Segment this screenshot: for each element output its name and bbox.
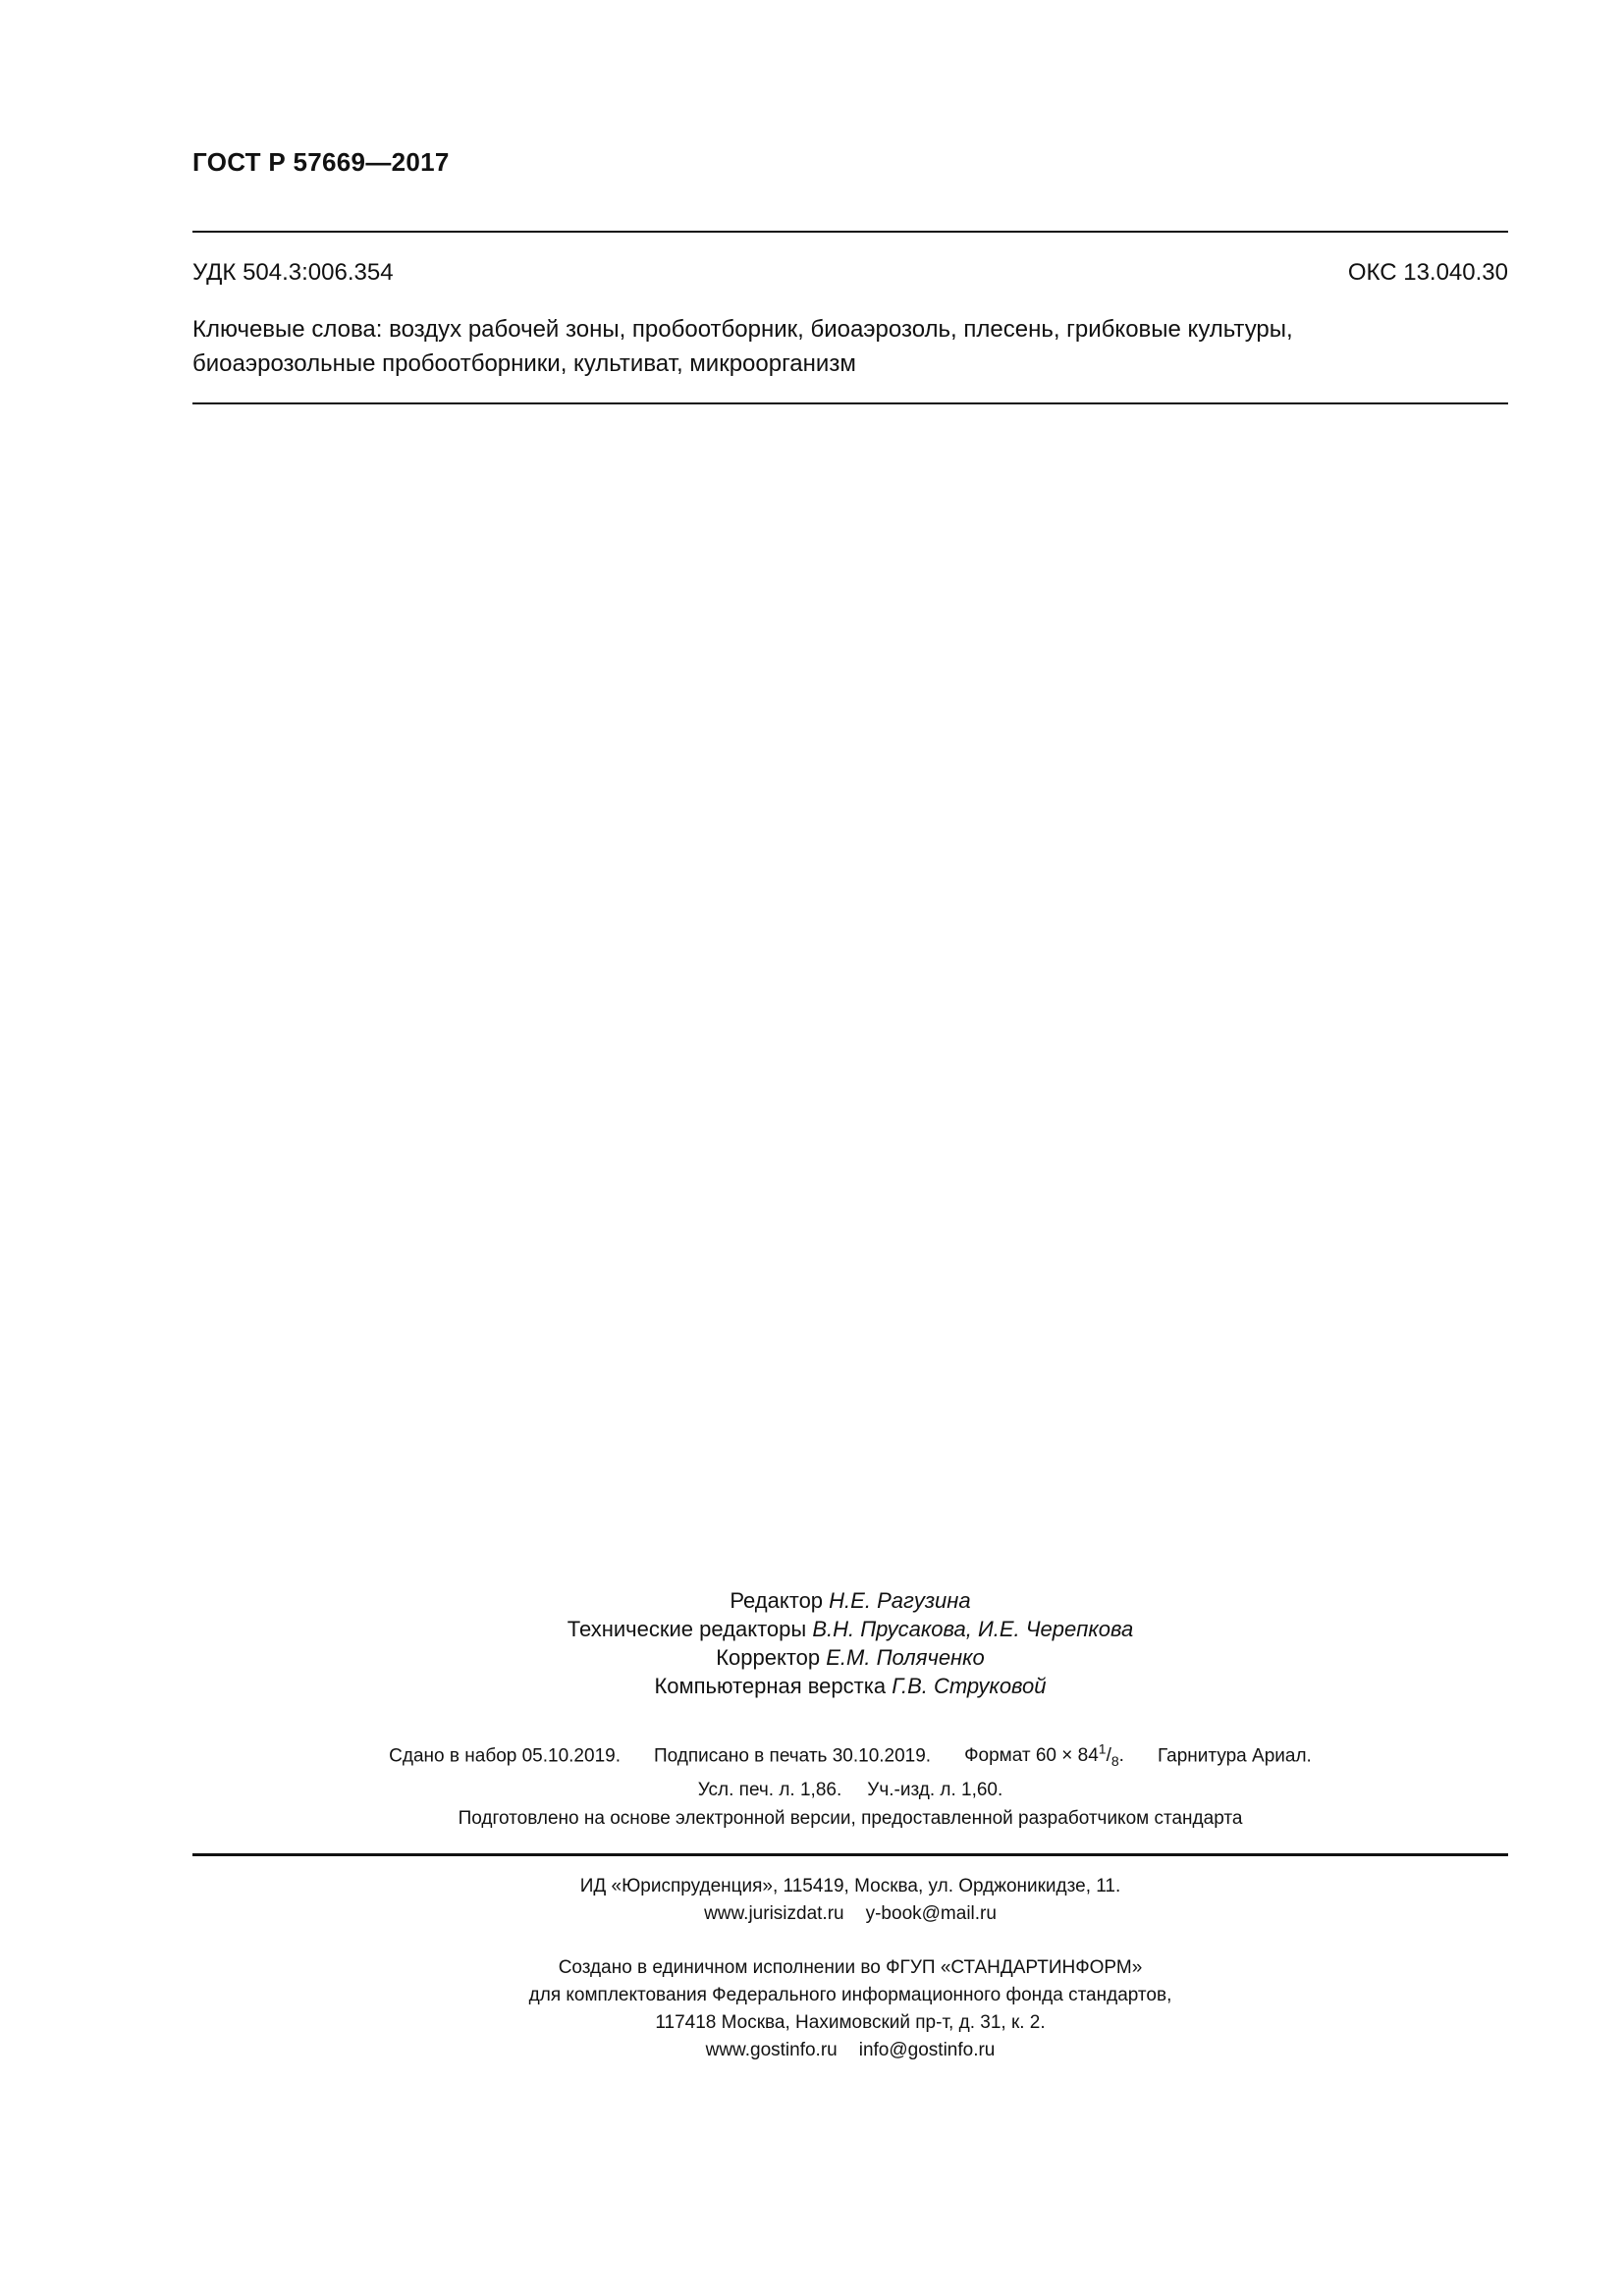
layout-line — [192, 1672, 1508, 1700]
top-divider — [192, 231, 1508, 233]
corrector-name: Е.М. Поляченко — [826, 1645, 985, 1670]
publisher-contacts — [192, 1900, 1508, 1928]
tech-editors-names: В.Н. Прусакова, И.Е. Черепкова — [812, 1617, 1134, 1641]
imprint-line-2 — [192, 1776, 1508, 1804]
format-sup: 1 — [1098, 1741, 1107, 1757]
created-line-3: 117418 Москва, Нахимовский пр-т, д. 31, к. 2. — [655, 2012, 1046, 2033]
publisher-block — [192, 1873, 1508, 1928]
created-block — [192, 1954, 1508, 2064]
layout-name: Г.В. Струковой — [892, 1674, 1047, 1698]
created-line-2: для комплектования Федерального информационного фонда стандартов, — [528, 1985, 1172, 2005]
keywords-line-1: Ключевые слова: воздух рабочей зоны, пробоотборник, биоаэрозоль, плесень, грибковые культуры, — [192, 316, 1293, 343]
publisher-address: ИД «Юриспруденция», 115419, Москва, ул. Орджоникидзе, 11. — [579, 1876, 1121, 1896]
publisher-email-link[interactable]: y-book@mail.ru — [865, 1903, 997, 1924]
editor-line — [192, 1586, 1508, 1615]
signed-date: Подписано в печать 30.10.2019. — [653, 1745, 932, 1767]
gostinfo-email-link[interactable]: info@gostinfo.ru — [858, 2040, 996, 2060]
imprint-divider — [192, 1853, 1508, 1856]
format — [964, 1741, 1124, 1770]
publishing-sheets: Уч.-изд. л. 1,60. — [867, 1780, 1003, 1801]
oks-code: ОКС 13.040.30 — [1347, 259, 1508, 286]
tech-editors-label: Технические редакторы — [567, 1617, 807, 1641]
format-prefix: Формат 60 × 84 — [964, 1745, 1099, 1767]
format-suffix: . — [1118, 1745, 1124, 1767]
publisher-site-link[interactable]: www.jurisizdat.ru — [704, 1903, 844, 1924]
print-sheets: Усл. печ. л. 1,86. — [697, 1780, 842, 1801]
keywords-divider — [192, 402, 1508, 404]
keywords-block — [192, 312, 1508, 381]
prepared-note: Подготовлено на основе электронной версии, предоставленной разработчиком стандарта — [458, 1808, 1243, 1829]
created-contacts — [192, 2037, 1508, 2064]
udk-code: УДК 504.3:006.354 — [192, 259, 394, 286]
document-code: ГОСТ Р 57669—2017 — [192, 147, 450, 177]
typeface: Гарнитура Ариал. — [1157, 1745, 1312, 1767]
corrector-label: Корректор — [716, 1645, 821, 1670]
credits-block — [192, 1586, 1508, 1700]
created-line-1: Создано в единичном исполнении во ФГУП «СТАНДАРТИНФОРМ» — [558, 1957, 1143, 1978]
imprint-block — [192, 1735, 1508, 1804]
keywords-line-2: биоаэрозольные пробоотборники, культиват, микроорганизм — [192, 350, 856, 377]
editor-name: Н.Е. Рагузина — [829, 1588, 971, 1613]
editor-label: Редактор — [730, 1588, 824, 1613]
format-sub: 8 — [1110, 1753, 1119, 1770]
format-slash: / — [1106, 1745, 1111, 1767]
tech-editors-line — [192, 1615, 1508, 1643]
sent-date: Сдано в набор 05.10.2019. — [389, 1745, 621, 1767]
gostinfo-site-link[interactable]: www.gostinfo.ru — [705, 2040, 838, 2060]
corrector-line — [192, 1643, 1508, 1672]
imprint-line-1 — [192, 1735, 1508, 1776]
layout-label: Компьютерная верстка — [654, 1674, 887, 1698]
